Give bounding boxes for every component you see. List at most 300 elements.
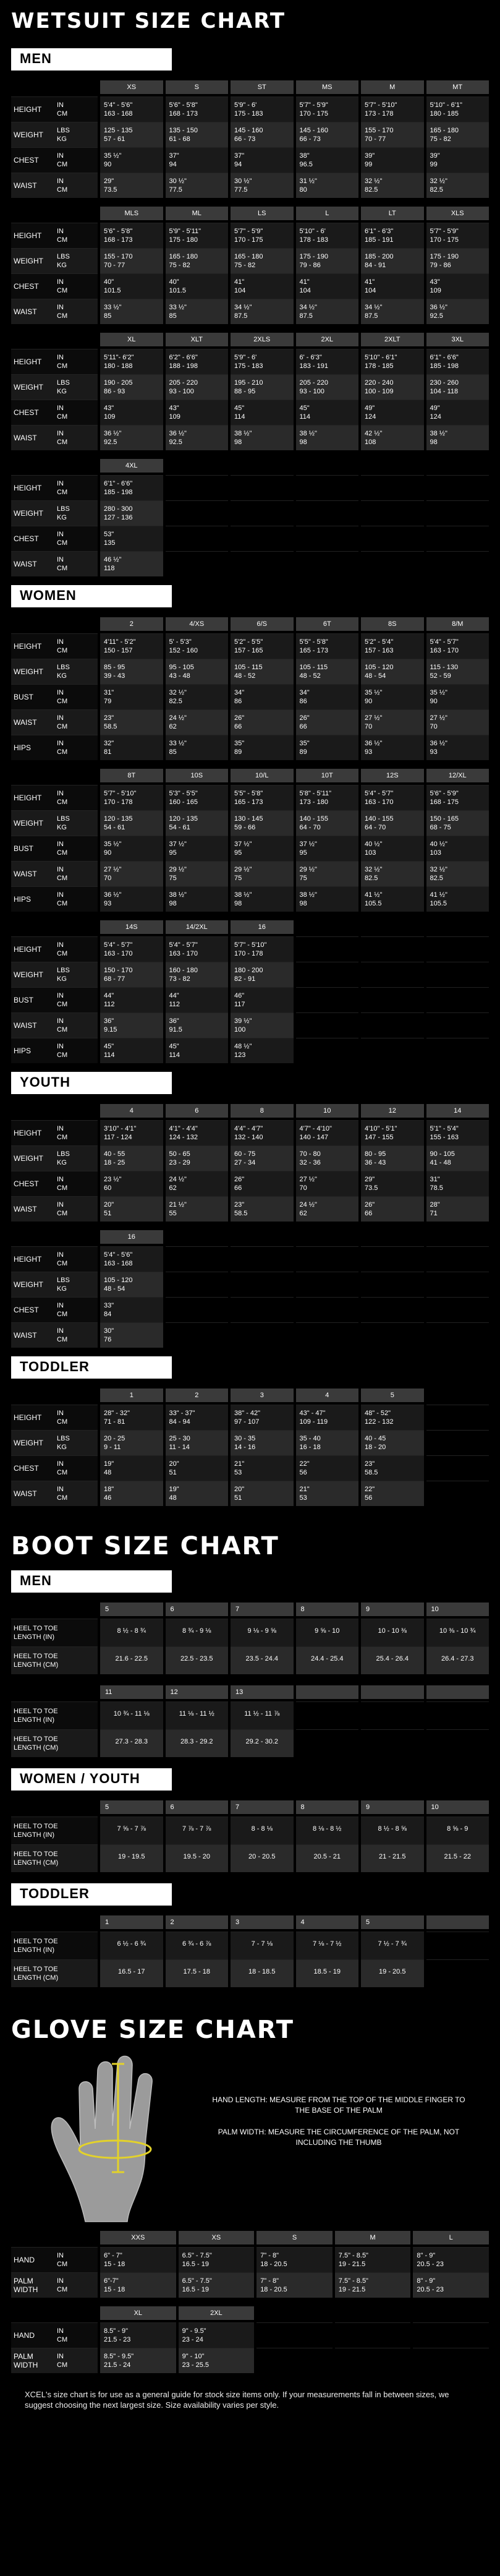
size-value: 20.5 - 21 [296,1844,359,1872]
size-header: 12S [361,769,424,782]
measure-units: IN CM [57,101,68,118]
row-label [11,1430,98,1455]
size-header: 2XLS [231,333,294,346]
measure-units: LBS KG [57,253,70,269]
size-value: 26.4 - 27.3 [426,1646,489,1674]
measure-units: IN CM [57,1302,68,1318]
size-value: 35" 89 [296,735,359,760]
size-value: 27 ½" 70 [426,709,489,735]
size-value: 20" 51 [100,1196,163,1222]
size-header: 7 [231,1800,294,1814]
measure-units: LBS KG [57,127,70,143]
size-value: 34 ½" 87.5 [296,299,359,324]
size-value [361,500,424,526]
size-value: 5'2" - 5'5" 157 - 165 [231,633,294,659]
size-value: 105 - 115 48 - 52 [296,659,359,684]
row-label [11,836,98,861]
measure-units: IN CM [57,2353,68,2369]
size-value: 185 - 200 84 - 91 [361,248,424,273]
size-value: 190 - 205 86 - 93 [100,374,163,400]
size-value: 9" - 10" 23 - 25.5 [179,2348,255,2373]
size-header: 16 [100,1230,163,1244]
size-value: 23" 58.5 [100,709,163,735]
size-value [166,1246,229,1272]
size-value [256,2348,333,2373]
size-value: 21 - 21.5 [361,1844,424,1872]
row-label [11,122,98,147]
boot-women-tables [11,1800,489,1872]
size-header: M [335,2231,411,2244]
measure-units: LBS KG [57,967,70,983]
boot-men-section [11,1570,489,1757]
size-value [426,500,489,526]
measure-name: HEIGHT [14,484,42,492]
size-value: 36" 91.5 [166,1012,229,1038]
measure-units: IN CM [57,531,68,547]
measure-name: WEIGHT [14,970,43,979]
size-value: 36" 9.15 [100,1012,163,1038]
size-value: 70 - 80 32 - 36 [296,1145,359,1171]
boot-table [11,1603,489,1674]
size-value: 125 - 135 57 - 61 [100,122,163,147]
size-value: 80 - 95 36 - 43 [361,1145,424,1171]
wetsuit-toddler-tables [11,1389,489,1506]
size-value: 155 - 170 70 - 77 [361,122,424,147]
size-header: 6/S [231,617,294,631]
measure-name: WEIGHT [14,819,43,828]
measure-name: HIPS [14,743,32,752]
size-value: 6'2" - 6'6" 188 - 198 [166,349,229,374]
measure-name: HAND [14,2256,35,2264]
size-header [413,2306,489,2320]
size-header [361,1230,424,1244]
size-value: 41 ½" 105.5 [361,886,424,912]
size-value: 36 ½" 93 [100,886,163,912]
size-value: 9 ⅝ - 10 [296,1619,359,1646]
size-value [296,1297,359,1322]
size-value: 28" - 32" 71 - 81 [100,1405,163,1430]
hand-icon [42,2045,190,2225]
row-label [11,861,98,886]
row-label [11,147,98,173]
size-header [256,2306,333,2320]
measure-name: WEIGHT [14,509,43,518]
measure-name: HEIGHT [14,642,42,651]
size-value [256,2322,333,2348]
size-table [11,459,489,576]
size-value: 150 - 165 68 - 75 [426,810,489,836]
size-header: 2 [100,617,163,631]
boot-title: BOOT SIZE CHART [11,1532,279,1560]
measure-units: IN CM [57,1017,68,1033]
size-value: 10 - 10 ⅜ [361,1619,424,1646]
size-value: 5'4" - 5'6" 163 - 168 [100,96,163,122]
size-value: 205 - 220 93 - 100 [166,374,229,400]
measure-units: IN CM [57,841,68,857]
size-value [426,1430,489,1455]
size-header: LT [361,207,424,220]
size-value: 44" 112 [166,987,229,1012]
size-value [296,1038,359,1063]
size-value: 5'10" - 6'1" 180 - 185 [426,96,489,122]
size-value [296,1729,359,1757]
size-value: 105 - 115 48 - 52 [231,659,294,684]
size-header: 5 [100,1603,163,1616]
row-label: HEEL TO TOE LENGTH (IN) [11,1619,98,1646]
hand-length-note: HAND LENGTH: MEASURE FROM THE TOP OF THE MIDDLE FINGER TO THE BASE OF THE PALM [212,2095,465,2115]
size-value [426,1455,489,1481]
size-value: 4'7" - 4'10" 140 - 147 [296,1120,359,1145]
measure-units: IN CM [57,2252,68,2268]
size-value [296,1272,359,1297]
wetsuit-men-section [11,48,489,576]
size-value: 33 ½" 85 [166,299,229,324]
size-header: 5 [361,1389,424,1402]
size-value: 23" 58.5 [361,1455,424,1481]
size-table [11,2231,489,2298]
size-value: 5'4" - 5'7" 163 - 170 [426,633,489,659]
size-header: 8S [361,617,424,631]
size-header: 5 [100,1800,163,1814]
size-header: 12/XL [426,769,489,782]
size-header: 7 [231,1603,294,1616]
size-value: 7 ⅛ - 7 ½ [296,1932,359,1959]
size-header [361,1685,424,1699]
size-header: 4/XS [166,617,229,631]
table-corner [11,1800,98,1816]
size-value: 150 - 170 68 - 77 [100,962,163,987]
measure-name: CHEST [14,408,39,417]
size-header [361,459,424,473]
size-value: 45" 114 [166,1038,229,1063]
size-header: 6 [166,1603,229,1616]
size-value [426,1038,489,1063]
size-value: 43" - 47" 109 - 119 [296,1405,359,1430]
size-value [361,962,424,987]
table-corner [11,1104,98,1120]
row-label [11,1171,98,1196]
measure-name: HEIGHT [14,231,42,240]
size-value: 44" 112 [100,987,163,1012]
size-value: 90 - 105 41 - 48 [426,1145,489,1171]
size-value: 7 ⅝ - 7 ⅞ [100,1816,163,1844]
size-header [296,1685,359,1699]
size-value: 29.2 - 30.2 [231,1729,294,1757]
row-label [11,248,98,273]
size-header [361,920,424,934]
row-label [11,659,98,684]
measure-units: IN CM [57,304,68,320]
size-header: 10T [296,769,359,782]
size-value: 43" 109 [426,273,489,299]
size-value [166,551,229,576]
wetsuit-men-tables [11,80,489,576]
size-value: 21 ½" 55 [166,1196,229,1222]
boot-table [11,1800,489,1872]
size-value: 33 ½" 85 [100,299,163,324]
boot-label-men: MEN [11,1570,172,1593]
size-header: 3XL [426,333,489,346]
size-value: 5'6" - 5'8" 168 - 173 [166,96,229,122]
size-value [426,1246,489,1272]
size-value: 195 - 210 88 - 95 [231,374,294,400]
size-value: 31" 78.5 [426,1171,489,1196]
row-label [11,2247,98,2272]
size-value: 45" 114 [100,1038,163,1063]
size-value: 30 ½" 77.5 [166,173,229,198]
size-value: 26" 66 [296,709,359,735]
size-value: 40 - 45 18 - 20 [361,1430,424,1455]
size-header: 3 [231,1389,294,1402]
size-value: 29 ½" 75 [166,861,229,886]
size-value: 35 ½" 90 [361,684,424,709]
size-value: 41" 104 [296,273,359,299]
size-value: 120 - 135 54 - 61 [166,810,229,836]
measure-name: CHEST [14,156,39,165]
size-value: 26" 66 [361,1196,424,1222]
size-value: 6'1" - 6'6" 185 - 198 [100,475,163,500]
row-label [11,709,98,735]
boot-toddler-section [11,1883,489,1987]
size-table [11,1230,489,1348]
size-value: 5'4" - 5'7" 163 - 170 [166,936,229,962]
wetsuit-title: WETSUIT SIZE CHART [11,9,286,33]
size-value: 140 - 155 64 - 70 [361,810,424,836]
size-value [231,1322,294,1348]
measure-units: LBS KG [57,664,70,680]
size-header: ST [231,80,294,94]
size-value: 34 ½" 87.5 [231,299,294,324]
row-label [11,96,98,122]
size-value: 205 - 220 93 - 100 [296,374,359,400]
size-value: 19 - 19.5 [100,1844,163,1872]
size-value [296,475,359,500]
size-value: 27 ½" 70 [296,1171,359,1196]
size-value: 40 ½" 103 [361,836,424,861]
size-value: 7 ½ - 7 ¾ [361,1932,424,1959]
size-header: 10 [426,1603,489,1616]
measure-units: IN CM [57,689,68,705]
measure-name: HEIGHT [14,1413,42,1422]
size-header: XL [100,2306,176,2320]
size-value: 40" 101.5 [166,273,229,299]
size-value: 28" 71 [426,1196,489,1222]
size-value: 8 ⅛ - 8 ½ [296,1816,359,1844]
measure-name: WAIST [14,307,37,316]
row-label [11,349,98,374]
size-header [426,920,489,934]
size-value: 20 - 20.5 [231,1844,294,1872]
row-label [11,987,98,1012]
size-value: 32 ½" 82.5 [166,684,229,709]
glove-tables [11,2231,489,2373]
wetsuit-toddler-section [11,1356,489,1506]
measure-name: PALM WIDTH [14,2352,38,2369]
size-value: 175 - 190 79 - 86 [296,248,359,273]
size-header [426,1389,489,1402]
size-header: 11 [100,1685,163,1699]
size-value: 85 - 95 39 - 43 [100,659,163,684]
size-value: 23" 58.5 [231,1196,294,1222]
size-value: 30 ½" 77.5 [231,173,294,198]
size-value [166,500,229,526]
size-value [231,1272,294,1297]
size-header: S [256,2231,333,2244]
size-value: 24 ½" 62 [166,709,229,735]
size-value: 37 ½" 95 [166,836,229,861]
section-label-women: WOMEN [11,585,172,607]
size-header: 3 [231,1915,294,1929]
row-label [11,273,98,299]
row-label [11,886,98,912]
size-value: 105 - 120 48 - 54 [100,1272,163,1297]
size-header: 1 [100,1915,163,1929]
wetsuit-women-tables [11,617,489,1063]
size-value: 42 ½" 108 [361,425,424,450]
size-value: 120 - 135 54 - 61 [100,810,163,836]
size-value: 24 ½" 62 [296,1196,359,1222]
size-value [335,2322,411,2348]
table-corner [11,2306,98,2322]
size-table [11,80,489,198]
size-value: 165 - 180 75 - 82 [426,122,489,147]
row-label: HEEL TO TOE LENGTH (IN) [11,1701,98,1729]
size-value: 7" - 8" 18 - 20.5 [256,2272,333,2298]
table-corner [11,769,98,785]
size-value [296,987,359,1012]
size-value: 29 ½" 75 [296,861,359,886]
size-value: 95 - 105 43 - 48 [166,659,229,684]
row-label [11,735,98,760]
size-value: 130 - 145 59 - 66 [231,810,294,836]
row-label [11,374,98,400]
size-header: 16 [231,920,294,934]
size-value: 180 - 200 82 - 91 [231,962,294,987]
size-value: 6 ¾ - 6 ⅞ [166,1932,229,1959]
size-value: 6 ½ - 6 ¾ [100,1932,163,1959]
table-corner [11,2231,98,2247]
table-corner [11,920,98,936]
size-header: MS [296,80,359,94]
size-value [296,551,359,576]
size-header: XLS [426,207,489,220]
measure-units: IN CM [57,2277,68,2293]
measure-name: HEIGHT [14,105,42,114]
row-label [11,1196,98,1222]
measure-name: WAIST [14,434,37,442]
size-value: 7" - 8" 18 - 20.5 [256,2247,333,2272]
size-value: 5'5" - 5'8" 165 - 173 [231,785,294,810]
size-value [426,551,489,576]
size-header: ML [166,207,229,220]
size-value: 140 - 155 64 - 70 [296,810,359,836]
size-header: 8 [296,1603,359,1616]
size-value [296,1012,359,1038]
size-value: 21" 53 [231,1455,294,1481]
measure-name: HEIGHT [14,357,42,366]
size-value: 29 ½" 75 [231,861,294,886]
row-label: HEEL TO TOE LENGTH (CM) [11,1729,98,1757]
size-header: 10S [166,769,229,782]
size-header: L [296,207,359,220]
measure-name: CHEST [14,1179,39,1188]
size-value: 19" 48 [100,1455,163,1481]
size-value [166,475,229,500]
measure-units: IN CM [57,556,68,572]
size-value [426,1701,489,1729]
measure-name: WEIGHT [14,383,43,392]
size-header: 13 [231,1685,294,1699]
size-table [11,769,489,912]
table-corner [11,80,98,96]
size-value: 35 ½" 90 [426,684,489,709]
row-label [11,1297,98,1322]
size-value [361,1272,424,1297]
size-value: 105 - 120 48 - 54 [361,659,424,684]
row-label: HEEL TO TOE LENGTH (CM) [11,1646,98,1674]
size-value [296,962,359,987]
size-value: 43" 109 [166,400,229,425]
row-label [11,475,98,500]
size-value [426,1297,489,1322]
size-value: 41" 104 [231,273,294,299]
row-label [11,633,98,659]
size-value: 34 ½" 87.5 [361,299,424,324]
measure-name: HEIGHT [14,945,42,954]
measure-units: IN CM [57,2327,68,2343]
size-value: 5'8" - 5'11" 173 - 180 [296,785,359,810]
row-label [11,1145,98,1171]
size-value: 7 - 7 ⅛ [231,1932,294,1959]
glove-diagram [11,2045,489,2231]
size-value [296,1701,359,1729]
size-value: 30" 76 [100,1322,163,1348]
size-value: 37" 94 [166,147,229,173]
row-label [11,1012,98,1038]
size-header: MLS [100,207,163,220]
size-value: 53" 135 [100,526,163,551]
size-value [361,1729,424,1757]
measure-units: IN CM [57,740,68,756]
palm-width-note: PALM WIDTH: MEASURE THE CIRCUMFERENCE OF THE PALM, NOT INCLUDING THE THUMB [218,2128,460,2147]
size-value: 45" 114 [231,400,294,425]
measure-name: BUST [14,996,34,1004]
size-value: 115 - 130 52 - 59 [426,659,489,684]
size-value: 34" 86 [231,684,294,709]
measure-units: IN CM [57,1486,68,1502]
size-value: 5'9" - 5'11" 175 - 180 [166,223,229,248]
row-label [11,1322,98,1348]
size-value: 48" - 52" 122 - 132 [361,1405,424,1430]
measure-name: WAIST [14,560,37,568]
size-value [166,1322,229,1348]
size-value [361,1012,424,1038]
size-value: 165 - 180 75 - 82 [231,248,294,273]
row-label [11,962,98,987]
measure-name: HIPS [14,895,32,904]
size-value: 9 ⅛ - 9 ⅝ [231,1619,294,1646]
size-value: 5'4" - 5'7" 163 - 170 [100,936,163,962]
size-table [11,207,489,324]
size-value [426,962,489,987]
size-value: 22" 56 [361,1481,424,1506]
size-value [361,1701,424,1729]
size-table [11,2306,489,2373]
measure-name: HAND [14,2331,35,2340]
row-label [11,1038,98,1063]
size-header: 6 [166,1800,229,1814]
size-value: 38" - 42" 97 - 107 [231,1405,294,1430]
